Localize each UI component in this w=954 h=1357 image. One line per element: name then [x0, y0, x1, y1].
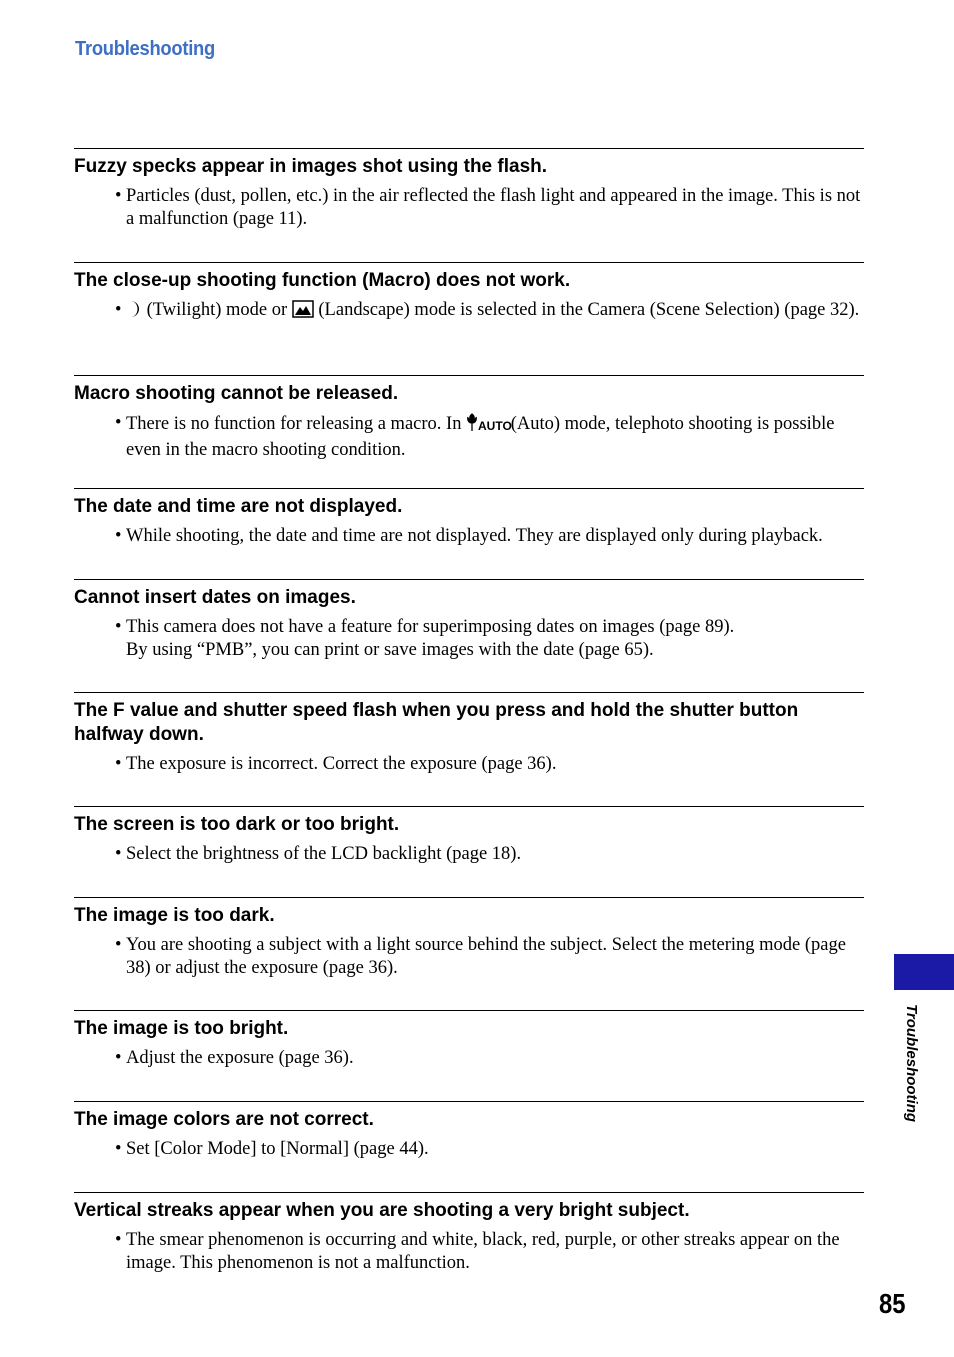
section-title: The image colors are not correct.	[74, 1109, 374, 1130]
bullet-text: (Landscape) mode is selected in the Camera (Scene Selection) (page 32).	[318, 300, 860, 320]
bullet-item: • Set [Color Mode] to [Normal] (page 44).	[74, 1138, 864, 1161]
bullet-item: • The exposure is incorrect. Correct the exposure (page 36).	[74, 753, 864, 776]
landscape-icon	[292, 300, 314, 325]
section-title: The image is too dark.	[74, 905, 275, 926]
bullet-text: There is no function for releasing a macro. In	[126, 414, 462, 434]
bullet-item: • The smear phenomenon is occurring and white, black, red, purple, or other streaks appear on the image. This phenomenon is not a malfunction.	[74, 1229, 864, 1274]
bullet-list	[74, 185, 864, 230]
section-title: The date and time are not displayed.	[74, 496, 403, 517]
bullet-list	[74, 1047, 864, 1070]
bullet-item: • Select the brightness of the LCD backlight (page 18).	[74, 843, 864, 866]
section-title: The screen is too dark or too bright.	[74, 814, 400, 835]
bullet-text: By using “PMB”, you can print or save images with the date (page 65).	[126, 639, 654, 660]
side-tab-label: Troubleshooting	[903, 1004, 920, 1123]
bullet-list	[74, 843, 864, 866]
section-screen-brightness	[74, 806, 864, 897]
section-title: Fuzzy specks appear in images shot using the flash.	[74, 156, 548, 177]
section-fuzzy-specks	[74, 148, 864, 262]
page-number: 85	[879, 1288, 906, 1319]
section-insert-dates	[74, 579, 864, 692]
section-f-value	[74, 692, 864, 806]
side-tab-marker	[894, 954, 954, 990]
section-title: The F value and shutter speed flash when you press and hold the shutter button halfway down.	[74, 700, 799, 745]
svg-text:AUTO: AUTO	[478, 419, 512, 433]
bullet-item	[74, 412, 864, 461]
bullet-list	[74, 299, 864, 325]
section-image-too-bright	[74, 1010, 864, 1101]
section-title: Vertical streaks appear when you are shooting a very bright subject.	[74, 1200, 690, 1221]
page-header-title: Troubleshooting	[75, 38, 215, 60]
section-title: Cannot insert dates on images.	[74, 587, 356, 608]
bullet-item	[74, 299, 864, 325]
bullet-item	[74, 616, 864, 661]
section-title: Macro shooting cannot be released.	[74, 383, 399, 404]
auto-mode-icon	[466, 412, 512, 439]
bullet-item: • Particles (dust, pollen, etc.) in the air reflected the flash light and appeared in the image. This is not a malfunction (page 11).	[74, 185, 864, 230]
bullet-list	[74, 934, 864, 979]
bullet-text: (Twilight) mode or	[146, 300, 288, 320]
bullet-item: • You are shooting a subject with a light source behind the subject. Select the metering mode (page 38) or adjust the exposure (page 36).	[74, 934, 864, 979]
bullet-item: • Adjust the exposure (page 36).	[74, 1047, 864, 1070]
section-image-too-dark	[74, 897, 864, 1010]
bullet-list	[74, 616, 864, 661]
section-vertical-streaks	[74, 1192, 864, 1293]
section-image-colors	[74, 1101, 864, 1192]
section-title: The close-up shooting function (Macro) does not work.	[74, 270, 571, 291]
bullet-list	[74, 525, 864, 548]
section-title: The image is too bright.	[74, 1018, 289, 1039]
twilight-icon	[126, 300, 142, 325]
section-macro-not-work	[74, 262, 864, 375]
bullet-text: This camera does not have a feature for superimposing dates on images (page 89).	[126, 617, 735, 637]
bullet-text: (Auto) mode, telephoto shooting is possible even in the macro shooting condition.	[126, 414, 835, 460]
section-date-time	[74, 488, 864, 579]
bullet-item: • While shooting, the date and time are not displayed. They are displayed only during playback.	[74, 525, 864, 548]
bullet-list	[74, 1229, 864, 1274]
bullet-list	[74, 412, 864, 461]
section-macro-release	[74, 375, 864, 488]
bullet-list	[74, 753, 864, 776]
troubleshooting-list	[74, 148, 864, 1293]
bullet-list	[74, 1138, 864, 1161]
